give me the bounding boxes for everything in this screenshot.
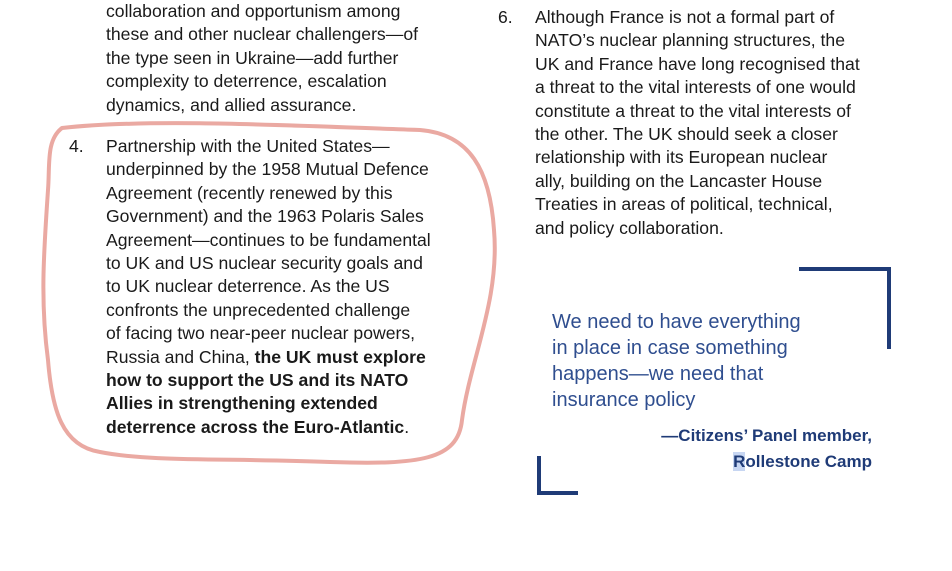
text-line: complexity to deterrence, escalation <box>106 71 387 92</box>
text-line: confronts the unprecedented challenge <box>106 299 411 320</box>
text-line: collaboration and opportunism among <box>106 1 401 21</box>
item-4-number: 4. <box>69 136 84 156</box>
text-normal: . <box>404 416 410 437</box>
text-line: Treaties in areas of political, technical, <box>535 194 833 215</box>
text-line: a threat to the vital interests of one would <box>535 77 856 98</box>
text-line: to UK and US nuclear security goals and <box>106 253 423 274</box>
quote-line: happens—we need that <box>552 363 764 385</box>
text-line: Agreement—continues to be fundamental <box>106 229 431 250</box>
attribution-text: ollestone Camp <box>745 452 872 471</box>
text-line: of facing two near-peer nuclear powers, <box>106 323 416 344</box>
text-line: ally, building on the Lancaster House <box>535 170 823 191</box>
text-line: underpinned by the 1958 Mutual Defence <box>106 159 429 180</box>
text-line-bold: how to support the US and its NATO <box>106 370 409 391</box>
quote-line: insurance policy <box>552 389 696 411</box>
text-line: to UK nuclear deterrence. As the US <box>106 276 390 297</box>
text-line: relationship with its European nuclear <box>535 147 828 168</box>
quote-line: in place in case something <box>552 337 788 359</box>
text-selection-highlight[interactable]: R <box>733 452 746 471</box>
text-line: dynamics, and allied assurance. <box>106 94 357 115</box>
attribution-line: —Citizens’ Panel member, <box>661 426 872 445</box>
text-bold: the UK must explore <box>254 346 426 367</box>
text-normal: Russia and China, <box>106 346 255 367</box>
text-line-bold: Allies in strengthening extended <box>106 393 378 414</box>
text-line: UK and France have long recognised that <box>535 53 860 74</box>
text-line: Partnership with the United States— <box>106 136 390 156</box>
quote-line: We need to have everything <box>552 311 801 333</box>
text-line: and policy collaboration. <box>535 217 724 238</box>
text-line: these and other nuclear challengers—of <box>106 24 418 45</box>
text-line: the type seen in Ukraine—add further <box>106 47 399 68</box>
text-line: Agreement (recently renewed by this <box>106 182 393 203</box>
item-6-number: 6. <box>498 7 513 27</box>
text-line: the other. The UK should seek a closer <box>535 124 838 145</box>
text-line: NATO’s nuclear planning structures, the <box>535 30 846 51</box>
text-line: Government) and the 1963 Polaris Sales <box>106 206 424 227</box>
text-line: constitute a threat to the vital interests of <box>535 100 851 121</box>
text-line: Although France is not a formal part of <box>535 7 835 27</box>
text-bold: deterrence across the Euro-Atlantic <box>106 416 405 437</box>
